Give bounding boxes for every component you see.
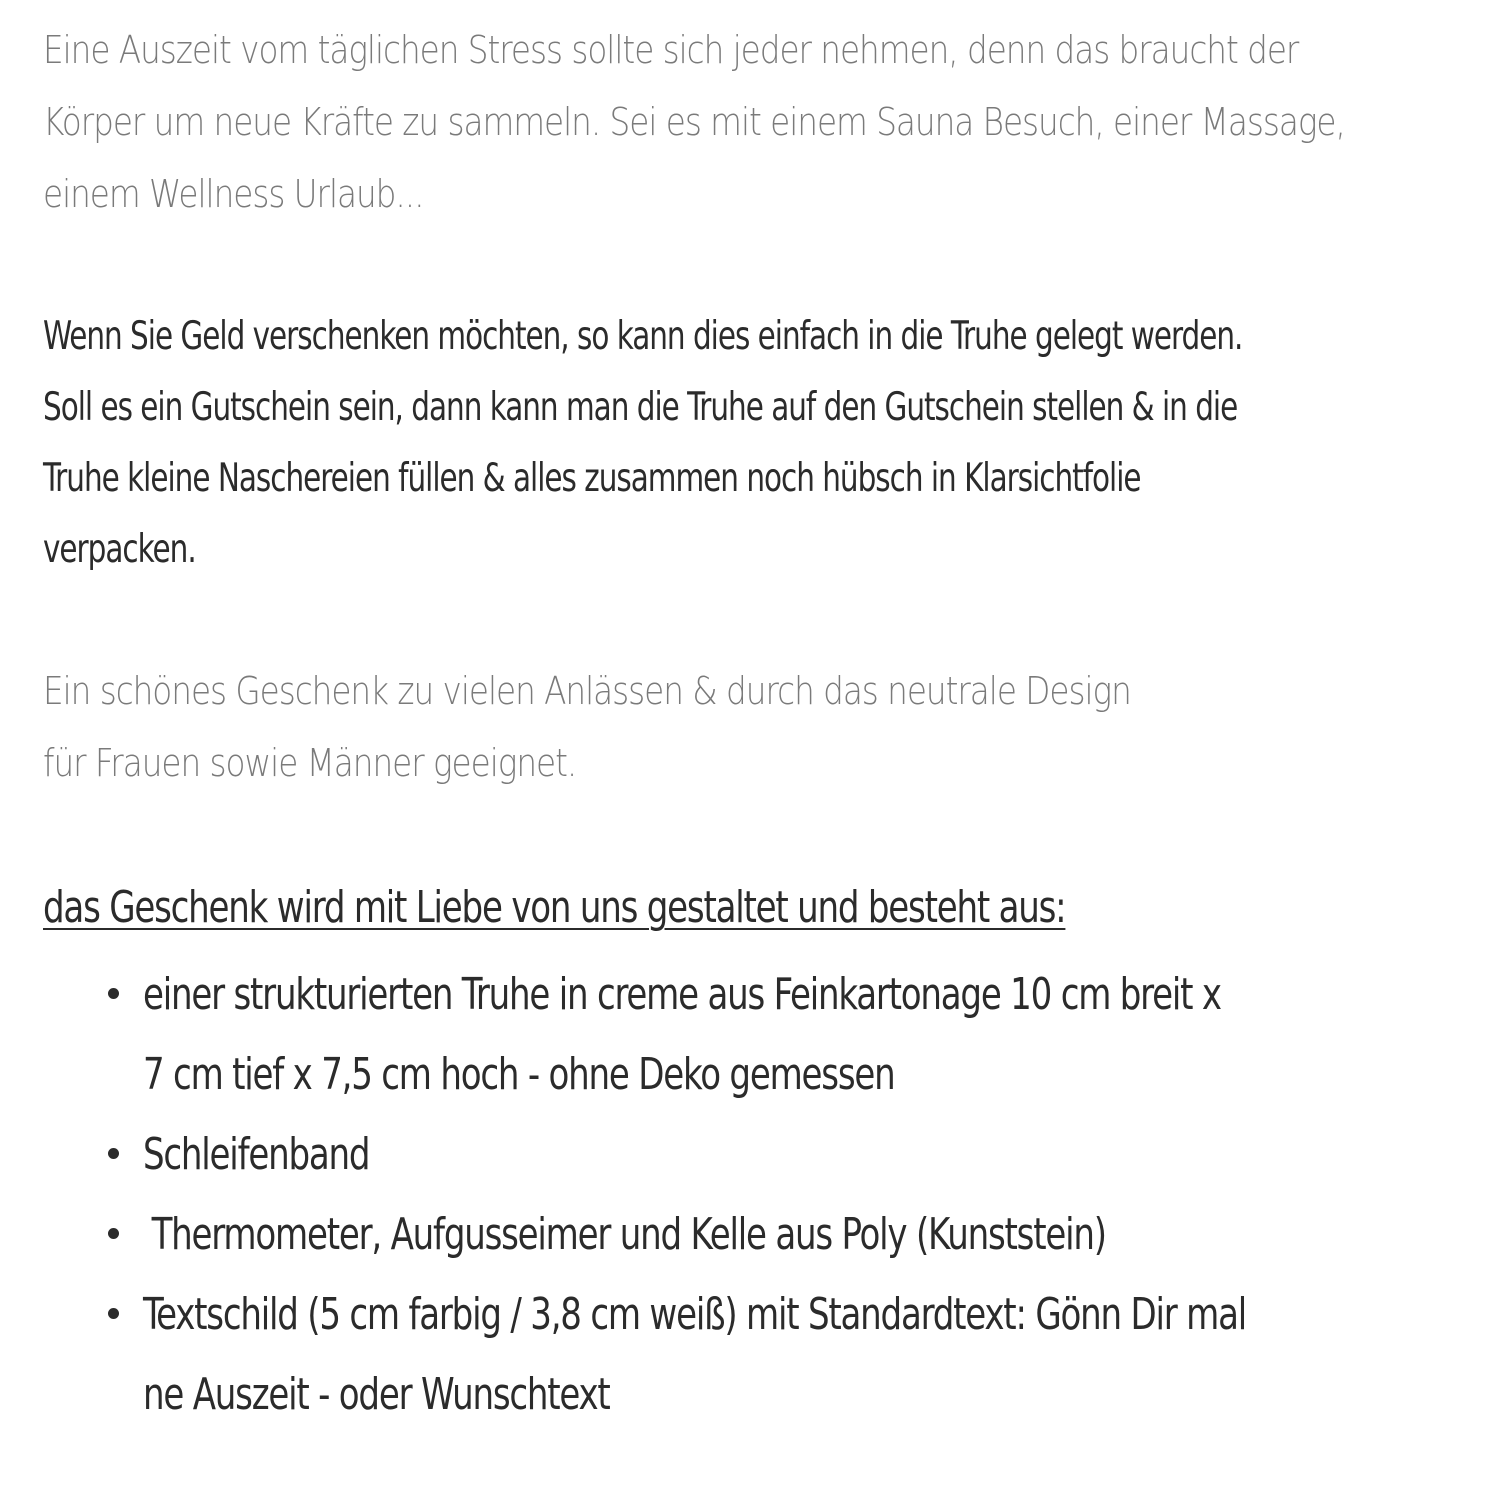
intro-line: einem Wellness Urlaub...: [43, 172, 424, 216]
list-item: [0, 1195, 1426, 1275]
usage-line: Truhe kleine Naschereien füllen & alles zusammen noch hübsch in Klarsichtfolie: [43, 456, 1141, 501]
contents-list: [0, 955, 1426, 1435]
usage-line: Soll es ein Gutschein sein, dann kann man die Truhe auf den Gutschein stellen & in die: [43, 385, 1238, 430]
intro-paragraph: [43, 14, 1345, 230]
occasion-paragraph: [43, 655, 1131, 799]
list-item: [0, 955, 1426, 1115]
list-item-line: Schleifenband: [143, 1129, 370, 1180]
bullet-icon: [108, 1228, 119, 1239]
contents-heading: das Geschenk wird mit Liebe von uns gestaltet und besteht aus:: [43, 882, 1066, 933]
list-item: [0, 1115, 1426, 1195]
bullet-icon: [108, 1148, 119, 1159]
list-item-line: ne Auszeit - oder Wunschtext: [143, 1369, 610, 1420]
occasion-line: Ein schönes Geschenk zu vielen Anlässen & durch das neutrale Design: [43, 669, 1131, 713]
usage-line: verpacken.: [43, 527, 196, 572]
occasion-line: für Frauen sowie Männer geeignet.: [43, 741, 577, 785]
list-item-line: Thermometer, Aufgusseimer und Kelle aus Poly (Kunststein): [151, 1209, 1106, 1260]
usage-paragraph: [43, 301, 1242, 585]
usage-line: Wenn Sie Geld verschenken möchten, so kann dies einfach in die Truhe gelegt werden.: [43, 314, 1243, 359]
bullet-icon: [108, 1308, 119, 1319]
list-item-line: 7 cm tief x 7,5 cm hoch - ohne Deko gemessen: [143, 1049, 895, 1100]
intro-line: Körper um neue Kräfte zu sammeln. Sei es mit einem Sauna Besuch, einer Massage,: [43, 100, 1345, 144]
intro-line: Eine Auszeit vom täglichen Stress sollte sich jeder nehmen, denn das braucht der: [43, 28, 1299, 72]
list-item: [0, 1275, 1426, 1435]
list-item-line: einer strukturierten Truhe in creme aus Feinkartonage 10 cm breit x: [143, 969, 1221, 1020]
bullet-icon: [108, 988, 119, 999]
list-item-line: Textschild (5 cm farbig / 3,8 cm weiß) mit Standardtext: Gönn Dir mal: [143, 1289, 1247, 1340]
